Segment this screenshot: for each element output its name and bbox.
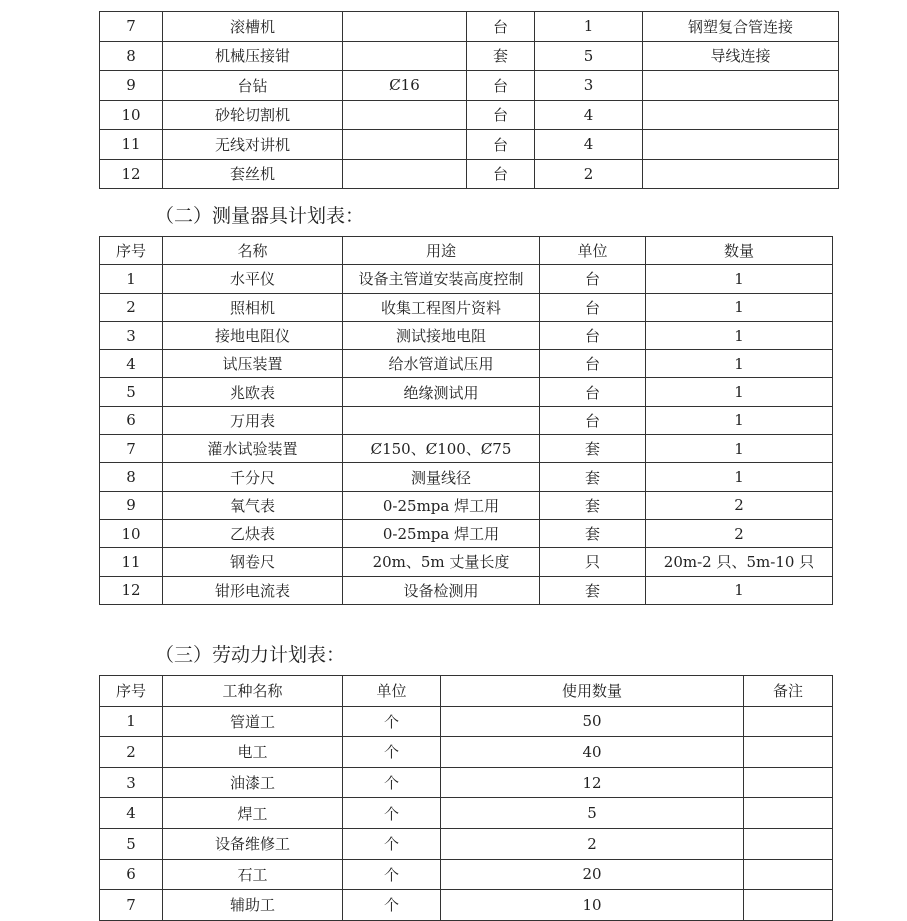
cell-unit: 个: [343, 706, 441, 737]
table-row: [100, 706, 833, 737]
cell-use: 绝缘测试用: [343, 378, 540, 406]
cell-name: 试压装置: [163, 350, 343, 378]
cell-name: 机械压接钳: [163, 41, 343, 71]
table-row: [100, 576, 833, 604]
cell-name: 万用表: [163, 406, 343, 434]
cell-name: 管道工: [163, 706, 343, 737]
cell-name: 钢卷尺: [163, 548, 343, 576]
cell-no: 5: [100, 378, 163, 406]
cell-qty: 4: [535, 130, 643, 160]
cell-unit: 个: [343, 859, 441, 890]
table-row: [100, 159, 839, 189]
table-row: [100, 350, 833, 378]
cell-use: 测试接地电阻: [343, 321, 540, 349]
cell-name: 水平仪: [163, 265, 343, 293]
measuring-tools-table: [99, 236, 833, 605]
cell-spec: [343, 159, 467, 189]
table-header-row: [100, 237, 833, 265]
cell-name: 设备维修工: [163, 828, 343, 859]
table-row: [100, 737, 833, 768]
table-row: [100, 265, 833, 293]
cell-qty: 20: [441, 859, 744, 890]
cell-qty: 2: [535, 159, 643, 189]
measuring-tools-heading: （二）测量器具计划表：: [155, 205, 365, 227]
cell-remark: [643, 100, 839, 130]
cell-no: 10: [100, 100, 163, 130]
cell-unit: 套: [540, 463, 646, 491]
cell-qty: 2: [646, 519, 833, 547]
cell-unit: 个: [343, 890, 441, 921]
cell-qty: 2: [441, 828, 744, 859]
cell-qty: 40: [441, 737, 744, 768]
table-row: [100, 71, 839, 101]
table-row: [100, 100, 839, 130]
cell-unit: 个: [343, 798, 441, 829]
cell-unit: 台: [540, 265, 646, 293]
column-header: 单位: [540, 237, 646, 265]
cell-no: 6: [100, 859, 163, 890]
cell-no: 11: [100, 130, 163, 160]
cell-name: 台钻: [163, 71, 343, 101]
cell-remark: [744, 737, 833, 768]
cell-name: 砂轮切割机: [163, 100, 343, 130]
cell-name: 氧气表: [163, 491, 343, 519]
cell-name: 电工: [163, 737, 343, 768]
cell-name: 照相机: [163, 293, 343, 321]
cell-unit: 台: [540, 406, 646, 434]
table-row: [100, 859, 833, 890]
cell-qty: 10: [441, 890, 744, 921]
labor-plan-table: [99, 675, 833, 921]
cell-name: 兆欧表: [163, 378, 343, 406]
cell-no: 1: [100, 706, 163, 737]
cell-unit: 套: [540, 491, 646, 519]
column-header: 工种名称: [163, 676, 343, 707]
table-row: [100, 293, 833, 321]
cell-remark: [744, 798, 833, 829]
cell-remark: 导线连接: [643, 41, 839, 71]
cell-no: 3: [100, 321, 163, 349]
cell-qty: 50: [441, 706, 744, 737]
cell-qty: 1: [535, 12, 643, 42]
cell-name: 滚槽机: [163, 12, 343, 42]
cell-no: 9: [100, 491, 163, 519]
cell-unit: 个: [343, 767, 441, 798]
cell-unit: 台: [467, 12, 535, 42]
table-row: [100, 406, 833, 434]
cell-qty: 1: [646, 350, 833, 378]
cell-remark: [744, 890, 833, 921]
cell-unit: 台: [467, 100, 535, 130]
column-header: 序号: [100, 237, 163, 265]
cell-no: 8: [100, 41, 163, 71]
table-row: [100, 463, 833, 491]
cell-remark: [643, 71, 839, 101]
column-header: 备注: [744, 676, 833, 707]
cell-qty: 20m-2 只、5m-10 只: [646, 548, 833, 576]
table-row: [100, 491, 833, 519]
cell-spec: [343, 100, 467, 130]
cell-remark: [744, 706, 833, 737]
cell-qty: 1: [646, 463, 833, 491]
cell-spec: [343, 12, 467, 42]
cell-use: 给水管道试压用: [343, 350, 540, 378]
cell-qty: 1: [646, 576, 833, 604]
cell-unit: 台: [467, 159, 535, 189]
cell-remark: [744, 859, 833, 890]
labor-plan-heading: （三）劳动力计划表：: [155, 644, 346, 666]
cell-no: 2: [100, 737, 163, 768]
cell-remark: [643, 130, 839, 160]
cell-use: Ȼ150、Ȼ100、Ȼ75: [343, 435, 540, 463]
cell-unit: 个: [343, 737, 441, 768]
cell-no: 4: [100, 350, 163, 378]
cell-name: 灌水试验装置: [163, 435, 343, 463]
cell-unit: 台: [540, 350, 646, 378]
cell-name: 接地电阻仪: [163, 321, 343, 349]
cell-no: 1: [100, 265, 163, 293]
cell-name: 套丝机: [163, 159, 343, 189]
cell-qty: 1: [646, 406, 833, 434]
cell-no: 12: [100, 576, 163, 604]
table-row: [100, 378, 833, 406]
table-row: [100, 435, 833, 463]
cell-no: 7: [100, 435, 163, 463]
cell-use: 设备主管道安装高度控制: [343, 265, 540, 293]
table-row: [100, 548, 833, 576]
cell-unit: 台: [540, 293, 646, 321]
cell-name: 乙炔表: [163, 519, 343, 547]
column-header: 用途: [343, 237, 540, 265]
cell-use: 20m、5m 丈量长度: [343, 548, 540, 576]
column-header: 数量: [646, 237, 833, 265]
cell-no: 6: [100, 406, 163, 434]
cell-qty: 12: [441, 767, 744, 798]
cell-use: 测量线径: [343, 463, 540, 491]
cell-no: 4: [100, 798, 163, 829]
cell-name: 油漆工: [163, 767, 343, 798]
table-header-row: [100, 676, 833, 707]
table-row: [100, 12, 839, 42]
table-row: [100, 41, 839, 71]
cell-qty: 2: [646, 491, 833, 519]
table-row: [100, 798, 833, 829]
cell-name: 辅助工: [163, 890, 343, 921]
cell-remark: [744, 828, 833, 859]
cell-use: 设备检测用: [343, 576, 540, 604]
column-header: 单位: [343, 676, 441, 707]
cell-unit: 台: [467, 71, 535, 101]
cell-remark: [744, 767, 833, 798]
cell-no: 7: [100, 890, 163, 921]
column-header: 使用数量: [441, 676, 744, 707]
cell-unit: 台: [540, 321, 646, 349]
cell-unit: 套: [540, 435, 646, 463]
cell-remark: [643, 159, 839, 189]
cell-unit: 套: [467, 41, 535, 71]
cell-use: [343, 406, 540, 434]
cell-name: 钳形电流表: [163, 576, 343, 604]
cell-qty: 1: [646, 435, 833, 463]
cell-qty: 4: [535, 100, 643, 130]
cell-spec: [343, 41, 467, 71]
cell-use: 收集工程图片资料: [343, 293, 540, 321]
cell-unit: 套: [540, 519, 646, 547]
cell-name: 焊工: [163, 798, 343, 829]
cell-unit: 台: [467, 130, 535, 160]
cell-qty: 1: [646, 293, 833, 321]
cell-spec: Ȼ16: [343, 71, 467, 101]
cell-name: 石工: [163, 859, 343, 890]
cell-no: 2: [100, 293, 163, 321]
cell-use: 0-25mpa 焊工用: [343, 491, 540, 519]
cell-qty: 1: [646, 378, 833, 406]
cell-no: 9: [100, 71, 163, 101]
cell-qty: 5: [535, 41, 643, 71]
cell-spec: [343, 130, 467, 160]
cell-no: 11: [100, 548, 163, 576]
cell-no: 10: [100, 519, 163, 547]
cell-unit: 套: [540, 576, 646, 604]
table-row: [100, 890, 833, 921]
cell-name: 无线对讲机: [163, 130, 343, 160]
cell-qty: 1: [646, 265, 833, 293]
cell-qty: 5: [441, 798, 744, 829]
table-row: [100, 321, 833, 349]
table-row: [100, 767, 833, 798]
cell-no: 8: [100, 463, 163, 491]
cell-qty: 3: [535, 71, 643, 101]
equipment-table: [99, 11, 839, 189]
cell-remark: 钢塑复合管连接: [643, 12, 839, 42]
cell-unit: 个: [343, 828, 441, 859]
cell-unit: 只: [540, 548, 646, 576]
column-header: 名称: [163, 237, 343, 265]
cell-no: 7: [100, 12, 163, 42]
cell-qty: 1: [646, 321, 833, 349]
cell-no: 5: [100, 828, 163, 859]
cell-use: 0-25mpa 焊工用: [343, 519, 540, 547]
cell-name: 千分尺: [163, 463, 343, 491]
cell-unit: 台: [540, 378, 646, 406]
table-row: [100, 519, 833, 547]
table-row: [100, 828, 833, 859]
cell-no: 3: [100, 767, 163, 798]
table-row: [100, 130, 839, 160]
cell-no: 12: [100, 159, 163, 189]
column-header: 序号: [100, 676, 163, 707]
